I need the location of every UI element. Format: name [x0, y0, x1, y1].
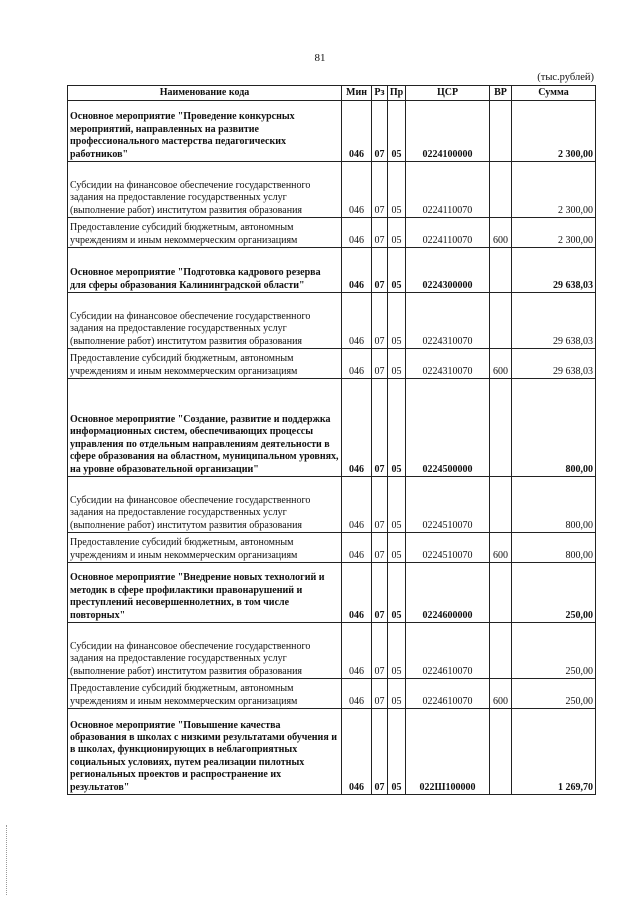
row-rz: 07 [372, 349, 388, 379]
row-name: Субсидии на финансовое обеспечение государственного задания на предоставление государственных услуг (выполнение работ) институтом развития образования [68, 477, 342, 533]
row-name: Основное мероприятие "Повышение качества образования в школах с низкими результатами обучения и в школах, функционирующих в неблагоприятных социальных условиях, путем реализации пилотных региональных проектов и распространение их результатов" [68, 709, 342, 795]
row-csr: 0224310070 [406, 293, 490, 349]
row-vr [490, 563, 512, 623]
row-rz: 07 [372, 679, 388, 709]
row-sum: 2 300,00 [512, 218, 596, 248]
table-row [68, 293, 596, 349]
row-pr: 05 [388, 379, 406, 477]
row-csr: 0224610070 [406, 679, 490, 709]
row-pr: 05 [388, 162, 406, 218]
row-name: Основное мероприятие "Подготовка кадрового резерва для сферы образования Калининградской области" [68, 248, 342, 293]
row-vr [490, 101, 512, 162]
row-name: Предоставление субсидий бюджетным, автономным учреждениям и иным некоммерческим организациям [68, 533, 342, 563]
header-sum: Сумма [512, 86, 596, 101]
row-pr: 05 [388, 293, 406, 349]
table-row [68, 101, 596, 162]
row-pr: 05 [388, 623, 406, 679]
row-rz: 07 [372, 533, 388, 563]
row-vr: 600 [490, 533, 512, 563]
row-vr [490, 162, 512, 218]
row-name: Субсидии на финансовое обеспечение государственного задания на предоставление государственных услуг (выполнение работ) институтом развития образования [68, 293, 342, 349]
table-row [68, 218, 596, 248]
table-row [68, 162, 596, 218]
row-sum: 29 638,03 [512, 293, 596, 349]
table-header-row [68, 86, 596, 101]
table-row [68, 563, 596, 623]
row-name: Предоставление субсидий бюджетным, автономным учреждениям и иным некоммерческим организациям [68, 679, 342, 709]
row-sum: 250,00 [512, 563, 596, 623]
row-min: 046 [342, 293, 372, 349]
row-min: 046 [342, 248, 372, 293]
row-rz: 07 [372, 162, 388, 218]
row-sum: 29 638,03 [512, 248, 596, 293]
row-pr: 05 [388, 477, 406, 533]
row-name: Субсидии на финансовое обеспечение государственного задания на предоставление государственных услуг (выполнение работ) институтом развития образования [68, 623, 342, 679]
row-csr: 0224100000 [406, 101, 490, 162]
header-csr: ЦСР [406, 86, 490, 101]
page-number: 81 [314, 52, 326, 64]
row-csr: 0224110070 [406, 162, 490, 218]
row-pr: 05 [388, 563, 406, 623]
row-rz: 07 [372, 477, 388, 533]
row-pr: 05 [388, 101, 406, 162]
row-sum: 800,00 [512, 533, 596, 563]
table-row [68, 709, 596, 795]
row-min: 046 [342, 349, 372, 379]
row-csr: 0224500000 [406, 379, 490, 477]
margin-dotted-line [6, 825, 10, 895]
row-rz: 07 [372, 218, 388, 248]
row-sum: 1 269,70 [512, 709, 596, 795]
row-rz: 07 [372, 623, 388, 679]
row-csr: 0224510070 [406, 533, 490, 563]
row-csr: 0224110070 [406, 218, 490, 248]
row-name: Основное мероприятие "Внедрение новых технологий и методик в сфере профилактики правонарушений и преступлений несовершеннолетних, в том числе повторных" [68, 563, 342, 623]
row-sum: 250,00 [512, 623, 596, 679]
header-pr: Пр [388, 86, 406, 101]
row-min: 046 [342, 379, 372, 477]
row-rz: 07 [372, 101, 388, 162]
row-min: 046 [342, 101, 372, 162]
row-vr: 600 [490, 349, 512, 379]
table-row [68, 248, 596, 293]
row-vr [490, 709, 512, 795]
row-min: 046 [342, 563, 372, 623]
row-vr: 600 [490, 679, 512, 709]
row-rz: 07 [372, 248, 388, 293]
row-pr: 05 [388, 533, 406, 563]
row-rz: 07 [372, 293, 388, 349]
budget-table [67, 85, 596, 795]
table-row [68, 349, 596, 379]
row-vr: 600 [490, 218, 512, 248]
row-min: 046 [342, 679, 372, 709]
row-sum: 2 300,00 [512, 162, 596, 218]
row-min: 046 [342, 623, 372, 679]
row-pr: 05 [388, 679, 406, 709]
row-pr: 05 [388, 349, 406, 379]
row-pr: 05 [388, 709, 406, 795]
table-row [68, 533, 596, 563]
header-name: Наименование кода [68, 86, 342, 101]
row-vr [490, 379, 512, 477]
header-min: Мин [342, 86, 372, 101]
row-sum: 29 638,03 [512, 349, 596, 379]
header-vr: ВР [490, 86, 512, 101]
row-csr: 022Ш100000 [406, 709, 490, 795]
row-name: Субсидии на финансовое обеспечение государственного задания на предоставление государственных услуг (выполнение работ) институтом развития образования [68, 162, 342, 218]
table-row [68, 623, 596, 679]
row-vr [490, 248, 512, 293]
header-rz: Рз [372, 86, 388, 101]
table-row [68, 477, 596, 533]
row-min: 046 [342, 162, 372, 218]
row-csr: 0224600000 [406, 563, 490, 623]
row-min: 046 [342, 218, 372, 248]
table-row [68, 679, 596, 709]
row-csr: 0224300000 [406, 248, 490, 293]
row-name: Основное мероприятие "Проведение конкурсных мероприятий, направленных на развитие профессионального мастерства педагогических работников" [68, 101, 342, 162]
row-name: Предоставление субсидий бюджетным, автономным учреждениям и иным некоммерческим организациям [68, 349, 342, 379]
row-name: Предоставление субсидий бюджетным, автономным учреждениям и иным некоммерческим организациям [68, 218, 342, 248]
row-csr: 0224610070 [406, 623, 490, 679]
row-csr: 0224310070 [406, 349, 490, 379]
row-rz: 07 [372, 379, 388, 477]
row-vr [490, 477, 512, 533]
units-label: (тыс.рублей) [537, 72, 594, 83]
row-sum: 250,00 [512, 679, 596, 709]
row-sum: 800,00 [512, 379, 596, 477]
row-rz: 07 [372, 709, 388, 795]
row-name: Основное мероприятие "Создание, развитие и поддержка информационных систем, обеспечивающих процессы управления по отдельным направлениям деятельности в сфере образования на областном, муниципальном уровнях, на уровне образовательной организации" [68, 379, 342, 477]
row-sum: 800,00 [512, 477, 596, 533]
row-pr: 05 [388, 218, 406, 248]
row-pr: 05 [388, 248, 406, 293]
row-csr: 0224510070 [406, 477, 490, 533]
row-vr [490, 293, 512, 349]
row-sum: 2 300,00 [512, 101, 596, 162]
table-row [68, 379, 596, 477]
row-min: 046 [342, 477, 372, 533]
row-min: 046 [342, 709, 372, 795]
row-rz: 07 [372, 563, 388, 623]
row-vr [490, 623, 512, 679]
row-min: 046 [342, 533, 372, 563]
